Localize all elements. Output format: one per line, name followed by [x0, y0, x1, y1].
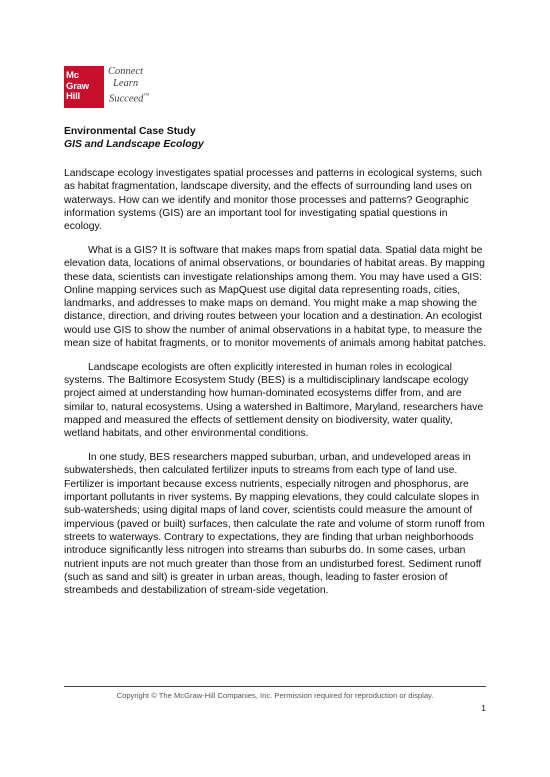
publisher-logo	[64, 66, 224, 110]
paragraph-intro: Landscape ecology investigates spatial processes and patterns in ecological systems, such as habitat fragmentation, landscape diversity, and the effects of surrounding land uses on waterways. How can we identify and monitor those processes and patterns? Geographic information systems (GIS) are an important tool for investigating spatial questions in ecology.	[64, 168, 483, 233]
document-subtitle: GIS and Landscape Ecology	[64, 139, 204, 150]
document-title: Environmental Case Study	[64, 126, 196, 137]
paragraph-what-is-gis: What is a GIS? It is software that makes maps from spatial data. Spatial data might be elevation data, locations of animal observations, or boundaries of habitat areas. By mapping these data, scientists can investigate relationships among them. You may have used a GIS: Online mapping services such as MapQuest use digital data representing roads, cities, landmarks, and addresses to make maps on demand. You might make a map showing the distance, direction, and driving routes between your location and a destination. An ecologist would use GIS to show the number of animal observations in a habitat type, to measure the mean size of habitat fragments, or to monitor movements of animals among habitat patches.	[64, 244, 487, 350]
trademark-symbol: ™	[143, 93, 150, 99]
footer-divider	[64, 686, 486, 687]
tagline-learn: Learn	[113, 78, 139, 89]
tagline-succeed	[108, 90, 149, 106]
logo-tagline	[108, 66, 149, 106]
logo-line-3: Hill	[66, 91, 80, 102]
tagline-succeed-text: Succeed	[109, 93, 144, 105]
mcgraw-hill-logo-mark	[64, 66, 104, 108]
paragraph-human-roles: Landscape ecologists are often explicitly interested in human roles in ecological systems. The Baltimore Ecosystem Study (BES) is a multidisciplinary landscape ecology project aimed at understanding how human-dominated ecosystems differ from, and are similar to, natural ecosystems. Using a watershed in Baltimore, Maryland, researchers have mapped and measured the effects of settlement density on biodiversity, water quality, wetland habitats, and other environmental conditions.	[64, 361, 484, 440]
body-text	[64, 167, 486, 608]
logo-line-2: Graw	[66, 80, 89, 92]
copyright-notice: Copyright © The McGraw-Hill Companies, Inc. Permission required for reproduction or display.	[116, 691, 434, 700]
logo-line-1: Mc	[66, 70, 79, 81]
paragraph-bes-study: In one study, BES researchers mapped suburban, urban, and undeveloped areas in subwatersheds, then calculated fertilizer inputs to streams from each type of land use. Fertilizer is important because excess nutrients, especially nitrogen and phosphorus, are important pollutants in river systems. By mapping elevations, they could calculate slopes in sub-watersheds; using digital maps of land cover, scientists could measure the amount of impervious (paved or built) surfaces, then calculate the rate and volume of storm runoff from streets to waterways. Contrary to expectations, they are finding that urban neighborhoods introduce significantly less nitrogen into streams than suburbs do. In some cases, urban nutrient inputs are not much greater than those from an undisturbed forest. Sediment runoff (such as sand and silt) is greater in urban areas, though, leading to faster erosion of streambeds and destabilization of stream-side vegetation.	[64, 452, 485, 597]
page-number: 1	[481, 703, 486, 713]
tagline-connect: Connect	[108, 66, 143, 77]
